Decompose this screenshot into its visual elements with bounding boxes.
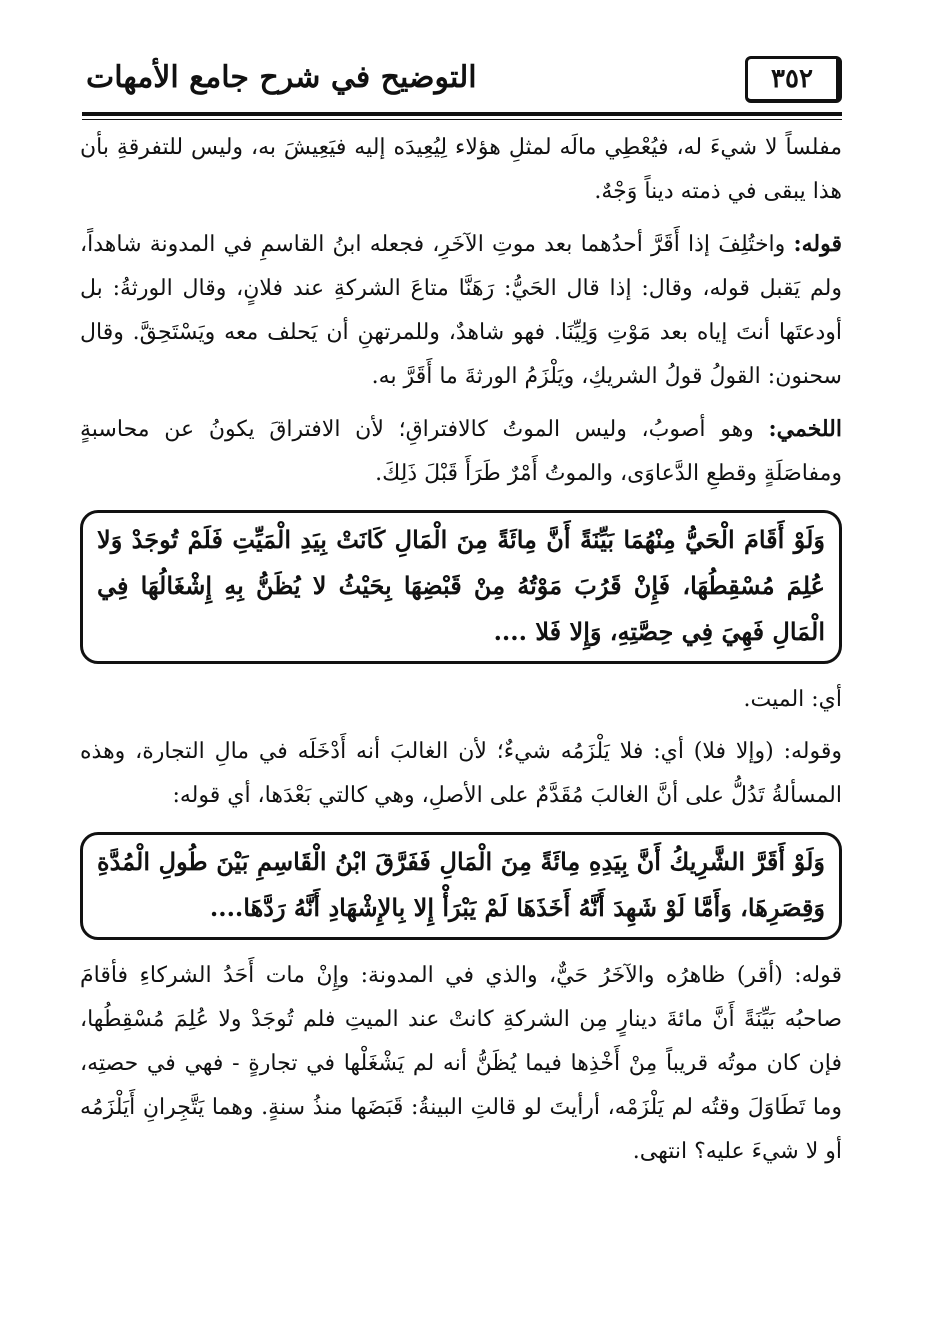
header-rule-thin [82,119,842,120]
paragraph-text: وهو أصوبُ، وليس الموتُ كالافتراقِ؛ لأن الافتراقَ يكونُ عن محاسبةٍ ومفاصَلَةٍ وقطعِ الدَّعاوَى، والموتُ أَمْرٌ طَرَأَ قَبْلَ ذَلِكَ. [80,417,842,486]
page-header [82,52,842,114]
paragraph-text: واختُلِفَ إذا أَقَرَّ أحدُهما بعد موتِ الآخَرِ، فجعله ابنُ القاسمِ في المدونة شاهداً، ولم يَقبل قوله، وقال: إذا قال الحَيُّ: رَهَنَّا متاعَ الشركةِ عند فلانٍ، وقال الورثةُ: بل أودعتَها أنتَ إياه بعد مَوْتِ وَلِيِّنَا. فهو شاهدٌ، وللمرتهنِ أن يَحلف معه ويَسْتَحِقَّ. وقال سحنون: القولُ قولُ الشريكِ، ويَلْزَمُ الورثةَ ما أَقَرَّ به. [80,232,842,389]
paragraph-2 [80,222,842,399]
page-content [80,126,842,1182]
header-rule [82,112,842,116]
paragraph-text: مفلساً لا شيءَ له، فيُعْطِي مالَه لمثلِ هؤلاء لِيُعِيدَه إليه فيَعِيشَ به، وليس للتفرقةِ بأن هذا يبقى في ذمته ديناً وَجْهٌ. [80,135,842,204]
paragraph-6 [80,954,842,1174]
paragraph-4 [80,678,842,722]
paragraph-text: قوله: (أقر) ظاهرُه والآخَرُ حَيٌّ، والذي في المدونة: وإِنْ مات أَحَدُ الشركاءِ فأقامَ صاحبُه بَيِّنَةً أَنَّ مائةَ دينارٍ مِن الشركةِ كانتْ عند الميتِ فلم تُوجَدْ ولا عُلِمَ مُسْقِطُها، فإن كان موتُه قريباً مِنْ أَخْذِها فيما يُظَنُّ أنه لم يَشْغَلْها في تجارةٍ - فهي في حصتِه، وما تَطَاوَلَ وقتُه لم يَلْزَمْه، أرأيتَ لو قالتِ البينةُ: قَبَضَها منذُ سنةٍ. وهما يَتَّجِرانِ أَيَلْزَمُه أو لا شيءَ عليه؟ انتهى. [80,963,842,1164]
paragraph-lead: اللخمي: [768,416,842,442]
paragraph-text: أي: الميت. [743,687,842,712]
quoted-matn-box-1: وَلَوْ أَقَامَ الْحَيُّ مِنْهُمَا بَيِّنَةً أَنَّ مِائَةً مِنَ الْمَالِ كَانَتْ بِيَدِ الْمَيِّتِ فَلَمْ تُوجَدْ وَلا عُلِمَ مُسْقِطُهَا، فَإِنْ قَرُبَ مَوْتُهُ مِنْ قَبْضِهَا بِحَيْثُ لا يُظَنُّ بِهِ إِشْغَالُهَا فِي الْمَالِ فَهِيَ فِي حِصَّتِهِ، وَإِلا فَلا .... [80,510,842,664]
page-number: ٣٥٢ [745,56,842,103]
paragraph-lead: قوله: [793,231,842,257]
quoted-matn-box-2: وَلَوْ أَقَرَّ الشَّرِيكُ أَنَّ بِيَدِهِ مِائَةً مِنَ الْمَالِ فَفَرَّقَ ابْنُ الْقَاسِمِ بَيْنَ طُولِ الْمُدَّةِ وَقِصَرِهَا، وَأَمَّا لَوْ شَهِدَ أَنَّهُ أَخَذَهَا لَمْ يَبْرَأْ إِلا بِالإِشْهَادِ أَنَّهُ رَدَّهَا.... [80,832,842,940]
book-title: التوضيح في شرح جامع الأمهات [86,60,477,95]
paragraph-3 [80,407,842,496]
paragraph-5 [80,730,842,818]
paragraph-text: وقوله: (وإلا فلا) أي: فلا يَلْزَمُه شيءٌ؛ لأن الغالبَ أنه أَدْخَلَه في مالِ التجارة، وهذه المسألةُ تَدُلُّ على أنَّ الغالبَ مُقَدَّمٌ على الأصلِ، وهي كالتي بَعْدَها، أي قوله: [80,739,842,808]
paragraph-1 [80,126,842,214]
